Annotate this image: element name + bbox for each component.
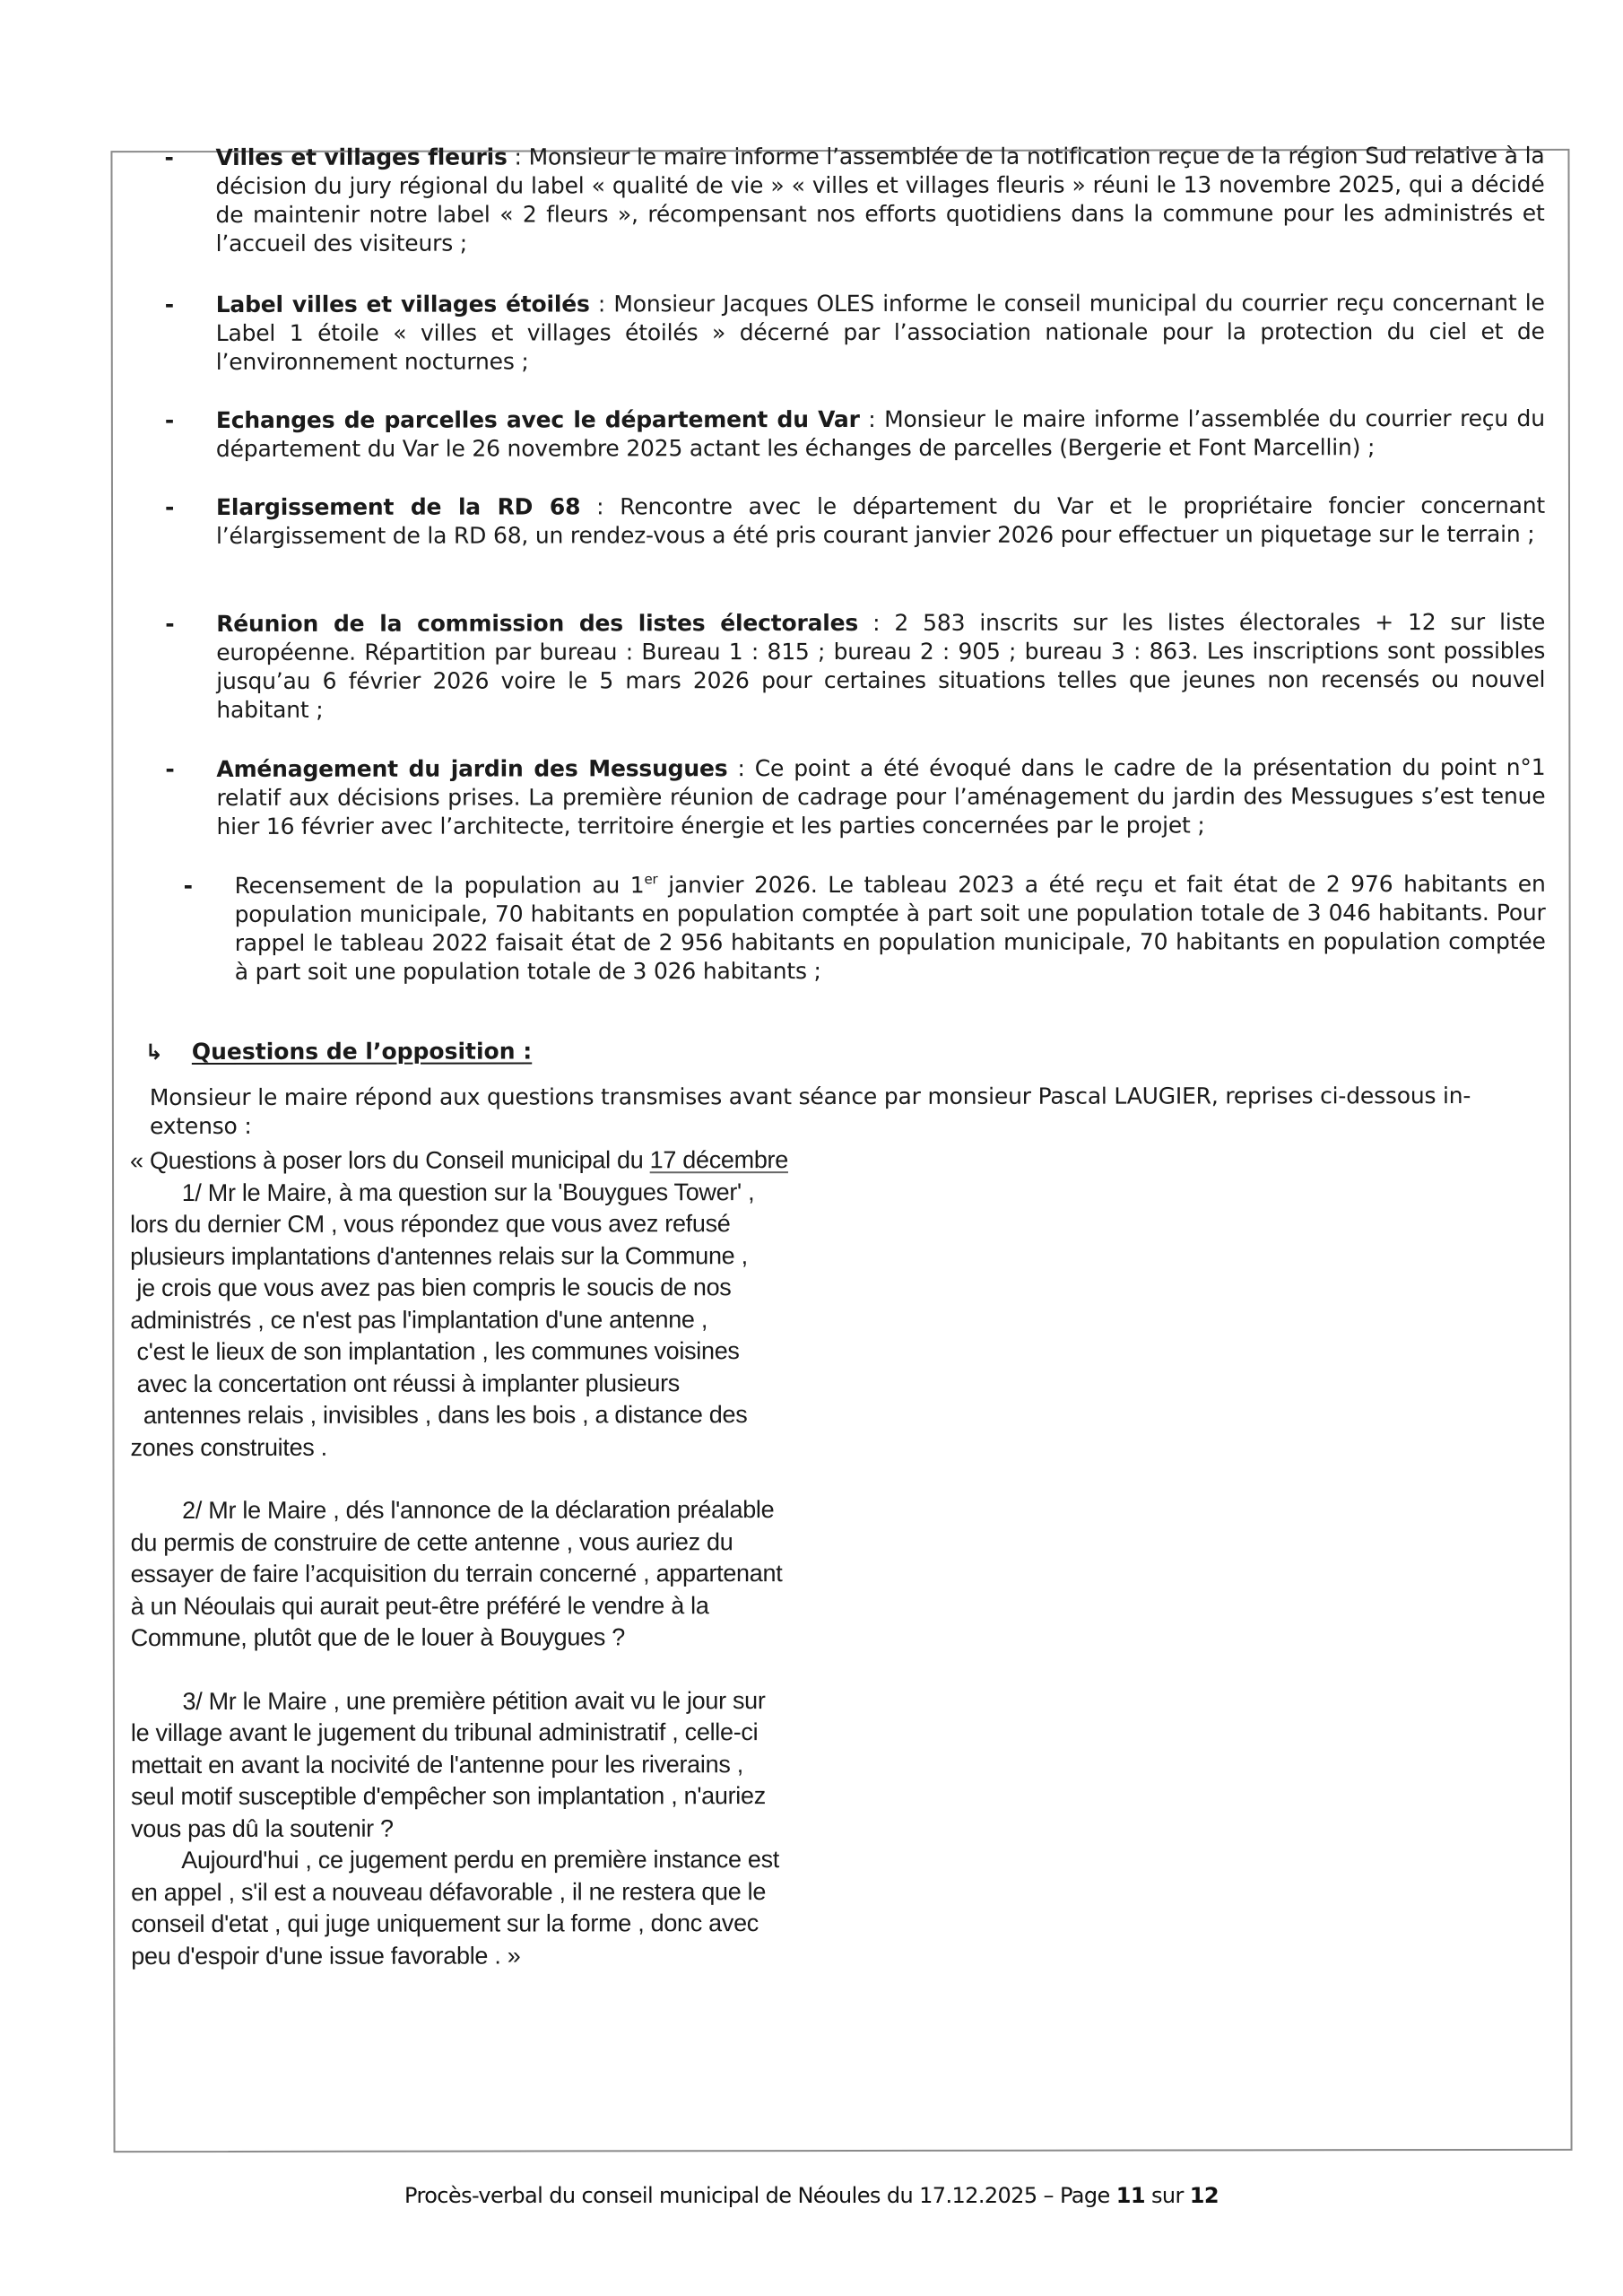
quote-line: antennes relais , invisibles , dans les bois , a distance des [130,1401,748,1430]
quote-line: en appel , s'il est a nouveau défavorable , il ne restera que le [131,1877,767,1906]
opposition-intro: Monsieur le maire répond aux questions transmises avant séance par monsieur Pascal LAUGIER, reprises ci-dessous in-extenso : [149,1083,1471,1140]
question-3 [131,1684,938,1972]
list-item-elargissement-rd68 [113,491,1572,549]
item-text: : 2 583 inscrits sur les listes électorales + 12 sur liste européenne. Répartition par bureau : Bureau 1 : 815 ; bureau 2 : 905 ; bureau 3 : 863. Les inscriptions sont possibles jusqu’au 6 février 2026 voire le 5 mars 2026 pour certaines situations telles que jeunes non recensés ou nouvel habitant ; [216,608,1546,723]
quote-line: peu d'espoir d'une issue favorable . » [131,1942,521,1970]
recensement-superscript: er [644,871,658,888]
item-title: Réunion de la commission des listes électorales [216,609,859,637]
quote-line: du permis de construire de cette antenne , vous auriez du [130,1527,733,1556]
bullet-dash: - [164,144,174,171]
quote-line: seul motif susceptible d'empêcher son implantation , n'auriez [130,1782,766,1811]
footer-text: Procès-verbal du conseil municipal de Néoules du 17.12.2025 – Page [404,2183,1116,2208]
quote-line: essayer de faire l’acquisition du terrain concerné , appartenant [130,1560,783,1588]
bullet-dash: - [164,291,174,318]
list-item-echanges-parcelles [113,404,1572,462]
question-2 [131,1494,938,1655]
quote-line: le village avant le jugement du tribunal administratif , celle-ci [130,1718,759,1747]
bullet-dash: - [165,756,175,783]
item-title: Label villes et villages étoilés [215,291,590,317]
item-text: : Monsieur le maire informe l’assemblée du courrier reçu du département du Var le 26 novembre 2025 actant les échanges de parcelles (Bergerie et Font Marcellin) ; [215,404,1545,462]
quote-line: plusieurs implantations d'antennes relais sur la Commune , [130,1241,748,1270]
quote-line: je crois que vous avez pas bien compris le soucis de nos [130,1274,732,1302]
item-title: Elargissement de la RD 68 [215,493,581,520]
opposition-heading [145,1038,532,1065]
item-title: Aménagement du jardin des Messugues [216,755,728,782]
bullet-dash: - [165,611,175,638]
quote-line: 3/ Mr le Maire , une première pétition avait vu le jour sur [130,1686,766,1715]
quote-line: avec la concertation ont réussi à implanter plusieurs [130,1369,681,1397]
quote-line: lors du dernier CM , vous répondez que vous avez refusé [130,1210,731,1239]
item-title: Echanges de parcelles avec le département du Var [215,405,860,433]
quote-line: Aujourd'hui , ce jugement perdu en première instance est [131,1846,780,1874]
quote-line: mettait en avant la nocivité de l'antenne pour les riverains , [130,1750,743,1779]
quote-line: c'est le lieux de son implantation , les communes voisines [130,1337,740,1366]
quote-line: administrés , ce n'est pas l'implantation d'une antenne , [130,1305,708,1334]
list-item-villages-etoiles [113,289,1572,375]
recensement-text-start: Recensement de la population au 1 [234,872,645,899]
bullet-dash: - [183,873,193,900]
list-item-recensement [114,870,1573,985]
quote-line: 1/ Mr le Maire, à ma question sur la 'Bouygues Tower' , [130,1178,755,1206]
quote-heading: « Questions à poser lors du Conseil municipal du 17 décembre [129,1146,788,1175]
footer-page-number: 11 [1115,2183,1145,2208]
quote-line: conseil d'etat , qui juge uniquement sur la forme , donc avec [131,1909,759,1938]
quote-line: vous pas dû la soutenir ? [131,1814,394,1842]
quote-line: à un Néoulais qui aurait peut-être préféré le vendre à la [130,1591,709,1620]
item-title: Villes et villages fleuris [215,144,508,170]
list-item-jardin-messugues [113,753,1572,839]
item-text: : Ce point a été évoqué dans le cadre de la présentation du point n°1 relatif aux décisions prises. La première réunion de cadrage pour l’aménagement du jardin des Messugues s’est tenue hier 16 février avec l’architecte, territoire énergie et les parties concernées par le projet ; [216,753,1546,839]
list-item-listes-electorales [113,608,1572,723]
question-1 [130,1176,937,1464]
item-text: : Monsieur le maire informe l’assemblée de la notification reçue de la région Sud relative à la décision du jury régional du label « qualité de vie » « villes et villages fleuris » réuni le 13 novembre 2025, qui a décidé de maintenir notre label « 2 fleurs », récompensant nos efforts quotidiens dans la commune pour les administrés et l’accueil des visiteurs ; [215,142,1545,257]
opposition-quote [130,1144,938,1972]
bullet-dash: - [164,407,175,434]
recensement-text-end: janvier 2026. Le tableau 2023 a été reçu et fait état de 2 976 habitants en population municipale, 70 habitants en population comptée à part soit une population totale de 3 046 habitants. Pour rappel le tableau 2022 faisait état de 2 956 habitants en population municipale, 70 habitants en population comptée à part soit une population totale de 3 026 habitants ; [234,870,1546,985]
content-frame [110,142,1572,2152]
quote-line: 2/ Mr le Maire , dés l'annonce de la déclaration préalable [130,1496,775,1525]
list-item-villes-fleuris [112,142,1571,257]
page-footer: Procès-verbal du conseil municipal de Néoules du 17.12.2025 – Page 11 sur 12 [404,2183,1219,2208]
footer-page-total: 12 [1189,2183,1219,2208]
quote-date: 17 décembre [649,1146,788,1174]
quote-line: Commune, plutôt que de le louer à Bouygues ? [130,1623,625,1652]
bullet-dash: - [164,494,175,521]
item-text: : Rencontre avec le département du Var et le propriétaire foncier concernant l’élargissement de la RD 68, un rendez-vous a été pris courant janvier 2026 pour effectuer un piquetage sur le terrain ; [216,491,1546,549]
opposition-title: Questions de l’opposition : [191,1038,533,1065]
quote-line: zones construites . [130,1433,327,1461]
curved-arrow-icon: ↳ [144,1039,163,1065]
item-text: : Monsieur Jacques OLES informe le conseil municipal du courrier reçu concernant le Label 1 étoile « villes et villages étoilés » décerné par l’association nationale pour la protection du ciel et de l’environnement nocturnes ; [215,289,1545,375]
